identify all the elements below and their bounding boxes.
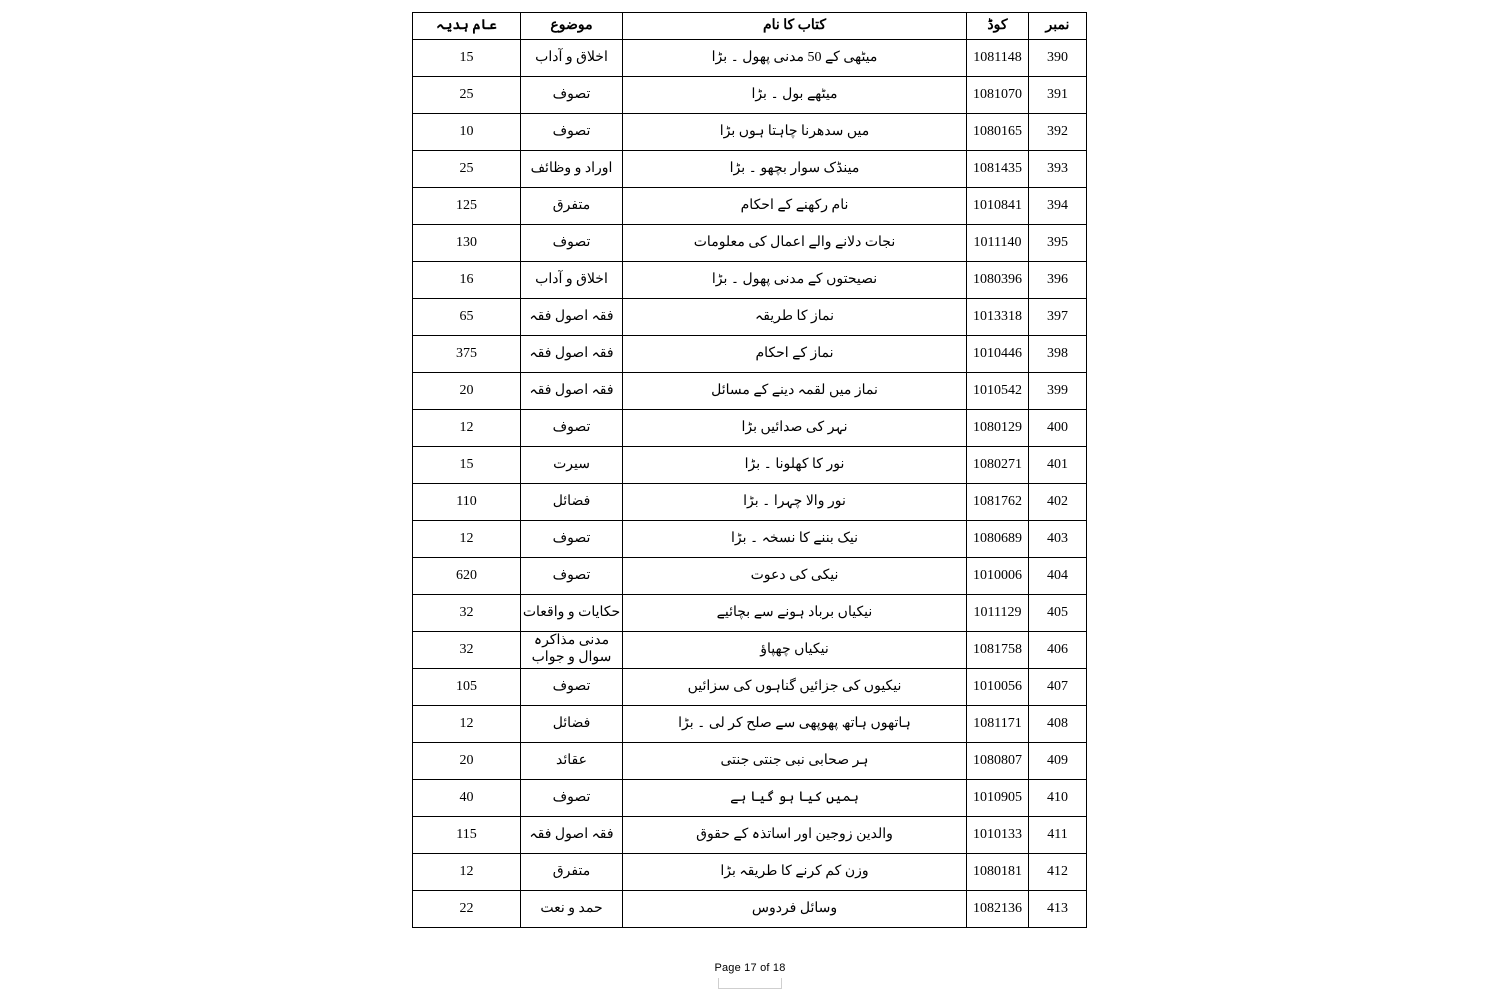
cell-code: 1080181 <box>967 854 1029 891</box>
cell-topic: فقہ اصول فقہ <box>521 299 623 336</box>
cell-number: 393 <box>1029 151 1087 188</box>
cell-price: 10 <box>413 114 521 151</box>
cell-code: 1081758 <box>967 632 1029 669</box>
cell-topic: تصوف <box>521 225 623 262</box>
cell-code: 1010133 <box>967 817 1029 854</box>
cell-price: 12 <box>413 706 521 743</box>
cell-price: 32 <box>413 595 521 632</box>
cell-number: 394 <box>1029 188 1087 225</box>
cell-name: نام رکھنے کے احکام <box>623 188 967 225</box>
footer-divider <box>718 978 782 989</box>
cell-price: 16 <box>413 262 521 299</box>
cell-code: 1011129 <box>967 595 1029 632</box>
cell-name: مینڈک سوار بچھو ۔ بڑا <box>623 151 967 188</box>
cell-topic: تصوف <box>521 669 623 706</box>
cell-topic: فقہ اصول فقہ <box>521 817 623 854</box>
cell-price: 620 <box>413 558 521 595</box>
cell-name: نصیحتوں کے مدنی پھول ۔ بڑا <box>623 262 967 299</box>
cell-number: 407 <box>1029 669 1087 706</box>
cell-number: 403 <box>1029 521 1087 558</box>
cell-number: 404 <box>1029 558 1087 595</box>
table-row <box>413 40 1087 77</box>
cell-name: نور والا چہرا ۔ بڑا <box>623 484 967 521</box>
cell-name: میٹھے بول ۔ بڑا <box>623 77 967 114</box>
table-row <box>413 595 1087 632</box>
cell-price: 65 <box>413 299 521 336</box>
cell-code: 1010841 <box>967 188 1029 225</box>
cell-topic: فقہ اصول فقہ <box>521 336 623 373</box>
table-row <box>413 77 1087 114</box>
cell-topic: عقائد <box>521 743 623 780</box>
cell-number: 408 <box>1029 706 1087 743</box>
cell-code: 1010006 <box>967 558 1029 595</box>
cell-number: 397 <box>1029 299 1087 336</box>
cell-name: میٹھی کے 50 مدنی پھول ۔ بڑا <box>623 40 967 77</box>
table-row <box>413 669 1087 706</box>
cell-number: 398 <box>1029 336 1087 373</box>
table-row <box>413 521 1087 558</box>
cell-code: 1081762 <box>967 484 1029 521</box>
cell-name: نہر کی صدائیں بڑا <box>623 410 967 447</box>
cell-number: 400 <box>1029 410 1087 447</box>
cell-code: 1010056 <box>967 669 1029 706</box>
cell-topic: فضائل <box>521 706 623 743</box>
cell-topic: فضائل <box>521 484 623 521</box>
cell-price: 25 <box>413 151 521 188</box>
cell-code: 1081171 <box>967 706 1029 743</box>
table-header <box>413 13 1087 40</box>
table-row <box>413 447 1087 484</box>
cell-topic: تصوف <box>521 114 623 151</box>
table-row <box>413 780 1087 817</box>
cell-price: 12 <box>413 410 521 447</box>
cell-name: ہر صحابی نبی جنتی جنتی <box>623 743 967 780</box>
cell-number: 401 <box>1029 447 1087 484</box>
cell-number: 413 <box>1029 891 1087 928</box>
cell-name: نجات دلانے والے اعمال کی معلومات <box>623 225 967 262</box>
table-row <box>413 225 1087 262</box>
cell-topic: سیرت <box>521 447 623 484</box>
cell-price: 15 <box>413 447 521 484</box>
table-row <box>413 743 1087 780</box>
cell-price: 20 <box>413 743 521 780</box>
cell-number: 399 <box>1029 373 1087 410</box>
column-header-price: عام ہدیہ <box>413 13 521 40</box>
page-footer <box>0 962 1500 989</box>
cell-number: 406 <box>1029 632 1087 669</box>
cell-topic: تصوف <box>521 780 623 817</box>
cell-name: نور کا کھلونا ۔ بڑا <box>623 447 967 484</box>
cell-name: نیکیاں برباد ہونے سے بچائیے <box>623 595 967 632</box>
cell-code: 1013318 <box>967 299 1029 336</box>
cell-price: 125 <box>413 188 521 225</box>
cell-price: 12 <box>413 521 521 558</box>
cell-topic: متفرق <box>521 188 623 225</box>
cell-number: 392 <box>1029 114 1087 151</box>
cell-price: 12 <box>413 854 521 891</box>
cell-code: 1011140 <box>967 225 1029 262</box>
cell-topic: فقہ اصول فقہ <box>521 373 623 410</box>
column-header-number: نمبر <box>1029 13 1087 40</box>
table-row <box>413 817 1087 854</box>
table-row <box>413 299 1087 336</box>
cell-price: 110 <box>413 484 521 521</box>
table-row <box>413 114 1087 151</box>
cell-topic: اخلاق و آداب <box>521 262 623 299</box>
cell-topic: حمد و نعت <box>521 891 623 928</box>
table-row <box>413 484 1087 521</box>
cell-name: ہمیں کیا ہو گیا ہے <box>623 780 967 817</box>
cell-number: 390 <box>1029 40 1087 77</box>
cell-code: 1010542 <box>967 373 1029 410</box>
cell-number: 405 <box>1029 595 1087 632</box>
cell-code: 1080165 <box>967 114 1029 151</box>
book-list-table-container <box>413 12 1087 928</box>
cell-code: 1082136 <box>967 891 1029 928</box>
cell-name: نیک بننے کا نسخہ ۔ بڑا <box>623 521 967 558</box>
cell-topic: تصوف <box>521 521 623 558</box>
cell-number: 412 <box>1029 854 1087 891</box>
cell-name: نیکیوں کی جزائیں گناہوں کی سزائیں <box>623 669 967 706</box>
cell-number: 395 <box>1029 225 1087 262</box>
cell-number: 391 <box>1029 77 1087 114</box>
table-row <box>413 558 1087 595</box>
cell-topic: تصوف <box>521 558 623 595</box>
cell-code: 1080129 <box>967 410 1029 447</box>
cell-topic: اخلاق و آداب <box>521 40 623 77</box>
book-list-table <box>412 12 1087 928</box>
table-row <box>413 891 1087 928</box>
page-number-label: Page 17 of 18 <box>714 962 786 974</box>
table-row <box>413 706 1087 743</box>
table-row <box>413 410 1087 447</box>
cell-name: وزن کم کرنے کا طریقہ بڑا <box>623 854 967 891</box>
cell-price: 20 <box>413 373 521 410</box>
table-row <box>413 854 1087 891</box>
cell-number: 410 <box>1029 780 1087 817</box>
cell-price: 25 <box>413 77 521 114</box>
cell-price: 40 <box>413 780 521 817</box>
cell-code: 1081435 <box>967 151 1029 188</box>
cell-number: 409 <box>1029 743 1087 780</box>
cell-price: 22 <box>413 891 521 928</box>
cell-price: 130 <box>413 225 521 262</box>
table-body <box>413 40 1087 928</box>
cell-number: 402 <box>1029 484 1087 521</box>
cell-topic: مدنی مذاکرہ سوال و جواب <box>521 632 623 669</box>
cell-name: وسائل فردوس <box>623 891 967 928</box>
table-row <box>413 373 1087 410</box>
table-header-row <box>413 13 1087 40</box>
cell-code: 1010446 <box>967 336 1029 373</box>
cell-price: 115 <box>413 817 521 854</box>
column-header-code: کوڈ <box>967 13 1029 40</box>
cell-code: 1080689 <box>967 521 1029 558</box>
cell-price: 105 <box>413 669 521 706</box>
column-header-topic: موضوع <box>521 13 623 40</box>
cell-topic: اوراد و وظائف <box>521 151 623 188</box>
cell-name: میں سدھرنا چاہتا ہوں بڑا <box>623 114 967 151</box>
cell-code: 1080396 <box>967 262 1029 299</box>
cell-name: نماز میں لقمہ دینے کے مسائل <box>623 373 967 410</box>
column-header-name: کتاب کا نام <box>623 13 967 40</box>
table-row <box>413 188 1087 225</box>
cell-code: 1081070 <box>967 77 1029 114</box>
cell-name: نیکی کی دعوت <box>623 558 967 595</box>
cell-price: 375 <box>413 336 521 373</box>
table-row <box>413 632 1087 669</box>
cell-name: ہاتھوں ہاتھ پھوپھی سے صلح کر لی ۔ بڑا <box>623 706 967 743</box>
table-row <box>413 336 1087 373</box>
table-row <box>413 151 1087 188</box>
cell-number: 396 <box>1029 262 1087 299</box>
cell-price: 15 <box>413 40 521 77</box>
cell-code: 1081148 <box>967 40 1029 77</box>
cell-price: 32 <box>413 632 521 669</box>
cell-topic: تصوف <box>521 410 623 447</box>
cell-name: نماز کا طریقہ <box>623 299 967 336</box>
cell-topic: متفرق <box>521 854 623 891</box>
cell-name: نیکیاں چھپاؤ <box>623 632 967 669</box>
cell-name: نماز کے احکام <box>623 336 967 373</box>
table-row <box>413 262 1087 299</box>
cell-number: 411 <box>1029 817 1087 854</box>
cell-code: 1080271 <box>967 447 1029 484</box>
cell-code: 1080807 <box>967 743 1029 780</box>
cell-name: والدین زوجین اور اساتذہ کے حقوق <box>623 817 967 854</box>
cell-topic: حکایات و واقعات <box>521 595 623 632</box>
cell-code: 1010905 <box>967 780 1029 817</box>
cell-topic: تصوف <box>521 77 623 114</box>
